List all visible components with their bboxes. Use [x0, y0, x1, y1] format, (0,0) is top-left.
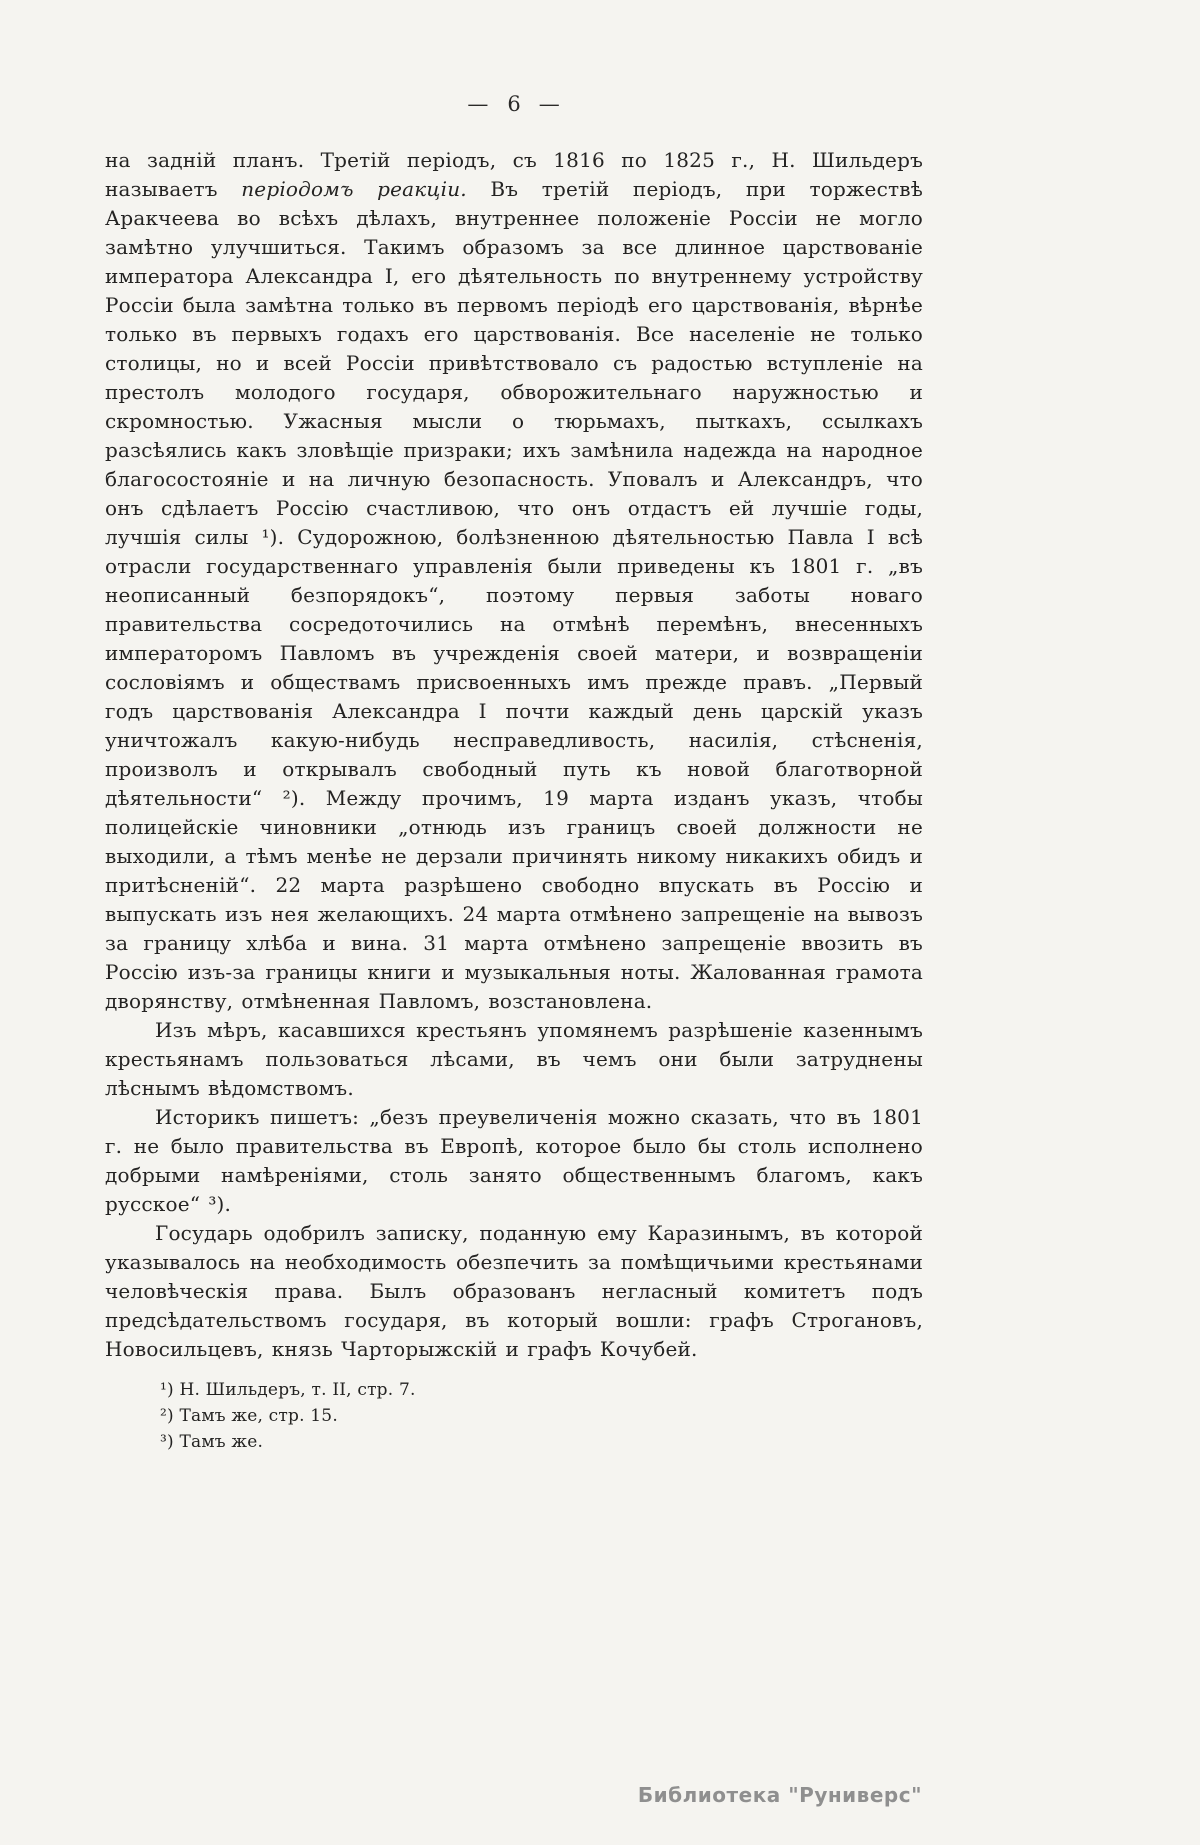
header-dash-right: — — [538, 92, 561, 116]
footnote-2: ²) Тамъ же, стр. 15. — [160, 1406, 338, 1426]
text-block — [105, 146, 923, 1455]
page-number: 6 — [507, 92, 521, 116]
body-paragraph-3: Историкъ пишетъ: „безъ преувеличенія можно сказать, что въ 1801 г. не было правительства въ Европѣ, которое было бы столь исполнено добрыми намѣреніями, столь занято общественнымъ благомъ, какъ русское“ ³). — [105, 1105, 923, 1216]
paragraph-1-italic-phrase: періодомъ реакціи. — [241, 177, 467, 201]
footnote-3: ³) Тамъ же. — [160, 1432, 264, 1452]
page-header — [105, 92, 923, 116]
body-paragraph-2: Изъ мѣръ, касавшихся крестьянъ упомянемъ разрѣшеніе казеннымъ крестьянамъ пользоваться лѣсами, въ чемъ они были затруднены лѣснымъ вѣдомствомъ. — [105, 1018, 923, 1100]
paragraph-1-continuation: Въ третій періодъ, при торжествѣ Аракчеева во всѣхъ дѣлахъ, внутреннее положеніе Россіи не могло замѣтно улучшиться. Такимъ образомъ за все длинное царствованіе императора Александра I, его дѣятельность по внутреннему устройству Россіи была замѣтна только въ первомъ періодѣ его царствованія, вѣрнѣе только въ первыхъ годахъ его царствованія. Все населеніе не только столицы, но и всей Россіи привѣтствовало съ радостью вступленіе на престолъ молодого государя, обворожительнаго наружностью и скромностью. Ужасныя мысли о тюрьмахъ, пыткахъ, ссылкахъ разсѣялись какъ зловѣщіе призраки; ихъ замѣнила надежда на народное благосостояніе и на личную безопасность. Уповалъ и Александръ, что онъ сдѣлаетъ Россію счастливою, что онъ отдастъ ей лучшіе годы, лучшія силы ¹). Судорожною, болѣзненною дѣятельностью Павла I всѣ отрасли государственнаго управленія были приведены къ 1801 г. „въ неописанный безпорядокъ“, поэтому первыя заботы новаго правительства сосредоточились на отмѣнѣ перемѣнъ, внесенныхъ императоромъ Павломъ въ учрежденія своей матери, и возвращеніи сословіямъ и обществамъ присвоенныхъ имъ прежде правъ. „Первый годъ царствованія Александра I почти каждый день царскій указъ уничтожалъ какую-нибудь несправедливость, насилія, стѣсненія, произволъ и открывалъ свободный путь къ новой благотворной дѣятельности“ ²). Между прочимъ, 19 марта изданъ указъ, чтобы полицейскіе чиновники „отнюдь изъ границъ своей должности не выходили, а тѣмъ менѣе не дерзали причинять никому никакихъ обидъ и притѣсненій“. 22 марта разрѣшено свободно впускать въ Россію и выпускать изъ нея желающихъ. 24 марта отмѣнено запрещеніе на вывозъ за границу хлѣба и вина. 31 марта отмѣнено запрещеніе ввозить въ Россію изъ-за границы книги и музыкальныя ноты. Жалованная грамота дворянству, отмѣненная Павломъ, возстановлена. — [105, 177, 923, 1013]
library-watermark: Библиотека "Руниверс" — [637, 1783, 922, 1807]
header-dash-left: — — [467, 92, 490, 116]
body-paragraph-4: Государь одобрилъ записку, поданную ему Каразинымъ, въ которой указывалось на необходимость обезпечить за помѣщичьими крестьянами человѣческія права. Былъ образованъ негласный комитетъ подъ предсѣдательствомъ государя, въ который вошли: графъ Строгановъ, Новосильцевъ, князь Чарторыжскій и графъ Кочубей. — [105, 1221, 923, 1361]
footnotes — [105, 1377, 923, 1455]
footnote-1: ¹) Н. Шильдеръ, т. II, стр. 7. — [160, 1380, 416, 1400]
body-paragraph-1 — [105, 146, 923, 1016]
paragraph-1-text: на задній планъ. Третій періодъ, съ 1816 по 1825 г., Н. Шильдеръ называетъ — [105, 148, 923, 201]
